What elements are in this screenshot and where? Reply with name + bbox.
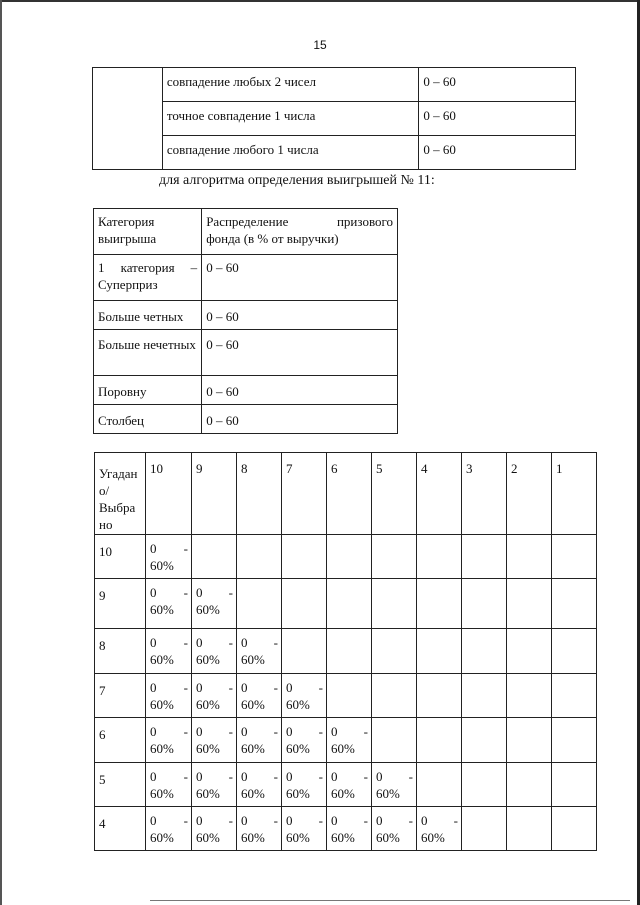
matrix-row-header: 7 (95, 674, 146, 718)
matrix-cell-empty (462, 579, 507, 629)
table-row (93, 136, 576, 170)
corner-line: но (99, 517, 113, 532)
cell-value-dash: - (183, 769, 188, 784)
matrix-cell-empty (327, 535, 372, 579)
matrix-cell-empty (507, 718, 552, 763)
cell-value-dash: - (363, 813, 368, 828)
matrix-row-header: 10 (95, 535, 146, 579)
matrix-cell-empty (417, 674, 462, 718)
matrix-cell-empty (327, 674, 372, 718)
matrix-cell-percent (282, 718, 327, 763)
matrix-cell-percent (192, 674, 237, 718)
matrix-cell-empty (237, 535, 282, 579)
cell-value-percent: 60% (286, 786, 310, 801)
cell-value-percent: 60% (196, 830, 220, 845)
matrix-cell-empty (417, 579, 462, 629)
matrix-column-header: 2 (507, 453, 552, 535)
section-intro-text: для алгоритма определения выигрышей № 11: (159, 173, 435, 188)
cell-value-percent: 60% (196, 602, 220, 617)
cell-value-percent: 60% (241, 830, 265, 845)
matrix-cell-percent (146, 629, 192, 674)
cell-value-dash: - (408, 813, 413, 828)
table-header-row (94, 209, 398, 255)
matrix-cell-empty (372, 579, 417, 629)
page-number: 15 (313, 38, 327, 52)
cell-value-zero: 0 (241, 680, 248, 695)
matrix-row (95, 579, 597, 629)
matrix-cell-empty (462, 807, 507, 851)
cell-value-zero: 0 (196, 635, 203, 650)
cell-value-zero: 0 (331, 724, 338, 739)
cell-value-dash: - (318, 724, 323, 739)
matrix-cell-empty (462, 674, 507, 718)
category-word: категория (120, 260, 175, 275)
matrix-cell-empty (552, 718, 597, 763)
matrix-cell-percent (327, 807, 372, 851)
matrix-row-header: 9 (95, 579, 146, 629)
cell-value-zero: 0 (150, 769, 157, 784)
matrix-row-header: 8 (95, 629, 146, 674)
table-row (94, 255, 398, 301)
matrix-cell-empty (237, 579, 282, 629)
matrix-cell-percent (192, 807, 237, 851)
cell-value-percent: 60% (241, 697, 265, 712)
matrix-cell-percent (327, 718, 372, 763)
table-cell-value: 0 – 60 (202, 330, 398, 376)
cell-value-zero: 0 (241, 635, 248, 650)
header-distribution-word2: призового (336, 214, 393, 229)
matrix-column-header: 6 (327, 453, 372, 535)
cell-value-zero: 0 (286, 769, 293, 784)
cell-value-percent: 60% (150, 652, 174, 667)
header-distribution-word1: Распределение (206, 214, 289, 229)
cell-value-dash: - (228, 585, 233, 600)
cell-value-zero: 0 (196, 813, 203, 828)
matrix-row (95, 718, 597, 763)
matrix-cell-empty (282, 535, 327, 579)
header-distribution (202, 209, 398, 255)
matrix-row (95, 763, 597, 807)
matrix-cell-empty (507, 763, 552, 807)
cell-value-dash: - (273, 724, 278, 739)
cell-value-dash: - (183, 813, 188, 828)
cell-value-dash: - (183, 585, 188, 600)
cell-value-dash: - (228, 724, 233, 739)
table-cell-value: 0 – 60 (202, 301, 398, 330)
table-cell-label: совпадение любого 1 числа (162, 136, 419, 170)
table-cell-label: Больше четных (94, 301, 202, 330)
matrix-cell-empty (507, 579, 552, 629)
cell-value-zero: 0 (196, 769, 203, 784)
cell-value-percent: 60% (150, 697, 174, 712)
cell-value-zero: 0 (150, 813, 157, 828)
matrix-cell-empty (462, 535, 507, 579)
matrix-column-header: 5 (372, 453, 417, 535)
table-row (93, 68, 576, 102)
table-cell-value: 0 – 60 (202, 255, 398, 301)
matrix-cell-empty (552, 629, 597, 674)
cell-value-dash: - (318, 680, 323, 695)
matrix-cell-percent (237, 718, 282, 763)
matrix-cell-empty (507, 629, 552, 674)
matrix-cell-empty (372, 674, 417, 718)
table-row (94, 376, 398, 405)
matrix-cell-percent (237, 763, 282, 807)
matrix-cell-percent (146, 674, 192, 718)
category-number: 1 (98, 260, 105, 275)
matrix-cell-empty (282, 579, 327, 629)
table-cell-value: 0 – 60 (202, 376, 398, 405)
cell-value-dash: - (408, 769, 413, 784)
matrix-cell-empty (372, 718, 417, 763)
matrix-cell-empty (327, 579, 372, 629)
matrix-cell-percent (192, 629, 237, 674)
cell-value-dash: - (273, 813, 278, 828)
cell-value-zero: 0 (376, 813, 383, 828)
cell-value-dash: - (183, 680, 188, 695)
cell-value-zero: 0 (286, 724, 293, 739)
cell-value-zero: 0 (150, 724, 157, 739)
cell-value-percent: 60% (150, 786, 174, 801)
cell-value-percent: 60% (150, 741, 174, 756)
cell-value-percent: 60% (376, 830, 400, 845)
cell-value-zero: 0 (331, 769, 338, 784)
category-superprize-name: Суперприз (98, 277, 158, 292)
matrix-cell-percent (372, 807, 417, 851)
cell-value-percent: 60% (331, 786, 355, 801)
scan-edge-bottom (150, 900, 630, 901)
matrix-cell-percent (146, 807, 192, 851)
category-superprize-cell (94, 255, 202, 301)
matrix-cell-empty (417, 629, 462, 674)
cell-value-dash: - (183, 635, 188, 650)
cell-value-percent: 60% (241, 786, 265, 801)
cell-value-percent: 60% (196, 786, 220, 801)
matrix-cell-empty (552, 807, 597, 851)
table-row (94, 301, 398, 330)
matrix-cell-percent (237, 629, 282, 674)
cell-value-dash: - (228, 769, 233, 784)
empty-merged-cell (93, 68, 163, 170)
cell-value-percent: 60% (150, 830, 174, 845)
matrix-cell-empty (552, 535, 597, 579)
cell-value-dash: - (363, 769, 368, 784)
matrix-row (95, 674, 597, 718)
cell-value-percent: 60% (241, 652, 265, 667)
matrix-cell-empty (507, 674, 552, 718)
cell-value-zero: 0 (241, 724, 248, 739)
cell-value-zero: 0 (196, 724, 203, 739)
matrix-cell-percent (146, 763, 192, 807)
matrix-cell-empty (462, 718, 507, 763)
matrix-cell-percent (192, 763, 237, 807)
cell-value-dash: - (228, 813, 233, 828)
cell-value-zero: 0 (331, 813, 338, 828)
matrix-cell-empty (327, 629, 372, 674)
table-cell-value: 0 – 60 (419, 68, 576, 102)
matrix-column-header: 3 (462, 453, 507, 535)
matrix-header-row (95, 453, 597, 535)
matrix-cell-empty (282, 629, 327, 674)
matrix-cell-percent (146, 579, 192, 629)
cell-value-dash: - (273, 680, 278, 695)
table-cell-value: 0 – 60 (419, 102, 576, 136)
cell-value-zero: 0 (150, 635, 157, 650)
cell-value-dash: - (273, 769, 278, 784)
cell-value-percent: 60% (286, 697, 310, 712)
cell-value-dash: - (363, 724, 368, 739)
matrix-cell-percent (282, 807, 327, 851)
cell-value-percent: 60% (376, 786, 400, 801)
cell-value-percent: 60% (421, 830, 445, 845)
cell-value-percent: 60% (196, 652, 220, 667)
table-cell-label: совпадение любых 2 чисел (162, 68, 419, 102)
category-dash: – (190, 260, 198, 275)
matrix-cell-percent (282, 674, 327, 718)
cell-value-percent: 60% (241, 741, 265, 756)
cell-value-percent: 60% (286, 741, 310, 756)
matrix-row (95, 807, 597, 851)
guessed-selected-matrix (94, 452, 597, 851)
matrix-cell-percent (282, 763, 327, 807)
cell-value-zero: 0 (376, 769, 383, 784)
cell-value-dash: - (273, 635, 278, 650)
corner-line: Угадан (99, 466, 138, 481)
matrix-cell-empty (417, 718, 462, 763)
matrix-column-header: 8 (237, 453, 282, 535)
matrix-cell-empty (507, 535, 552, 579)
cell-value-zero: 0 (241, 813, 248, 828)
matrix-cell-empty (372, 629, 417, 674)
cell-value-percent: 60% (331, 741, 355, 756)
header-distribution-line2: фонда (в % от выручки) (206, 231, 339, 246)
matrix-row-header: 5 (95, 763, 146, 807)
cell-value-percent: 60% (150, 602, 174, 617)
cell-value-percent: 60% (196, 697, 220, 712)
cell-value-dash: - (318, 769, 323, 784)
corner-line: о/ (99, 483, 110, 498)
matrix-cell-percent (146, 718, 192, 763)
cell-value-zero: 0 (421, 813, 428, 828)
prize-category-table (93, 208, 398, 434)
matrix-corner-header (95, 453, 146, 535)
matrix-cell-percent (327, 763, 372, 807)
prize-table-continuation (92, 67, 576, 170)
matrix-cell-empty (462, 763, 507, 807)
table-cell-label: точное совпадение 1 числа (162, 102, 419, 136)
cell-value-dash: - (228, 680, 233, 695)
header-category: Категория выигрыша (94, 209, 202, 255)
matrix-cell-percent (192, 579, 237, 629)
cell-value-dash: - (228, 635, 233, 650)
matrix-cell-empty (552, 674, 597, 718)
table-cell-label: Столбец (94, 405, 202, 434)
matrix-column-header: 10 (146, 453, 192, 535)
matrix-cell-percent (146, 535, 192, 579)
cell-value-dash: - (453, 813, 458, 828)
table-row (93, 102, 576, 136)
matrix-cell-empty (552, 579, 597, 629)
cell-value-zero: 0 (150, 680, 157, 695)
table-row (94, 405, 398, 434)
scan-edge-top (0, 0, 640, 2)
table-cell-value: 0 – 60 (419, 136, 576, 170)
matrix-cell-percent (237, 674, 282, 718)
cell-value-percent: 60% (150, 558, 174, 573)
cell-value-dash: - (183, 541, 188, 556)
cell-value-zero: 0 (150, 585, 157, 600)
matrix-column-header: 4 (417, 453, 462, 535)
cell-value-zero: 0 (241, 769, 248, 784)
cell-value-percent: 60% (331, 830, 355, 845)
matrix-cell-percent (192, 718, 237, 763)
table-cell-label: Больше нечетных (94, 330, 202, 376)
cell-value-dash: - (183, 724, 188, 739)
cell-value-percent: 60% (196, 741, 220, 756)
table-cell-value: 0 – 60 (202, 405, 398, 434)
cell-value-dash: - (318, 813, 323, 828)
matrix-cell-empty (462, 629, 507, 674)
scan-edge-left (0, 0, 2, 905)
matrix-column-header: 9 (192, 453, 237, 535)
cell-value-percent: 60% (286, 830, 310, 845)
matrix-cell-empty (507, 807, 552, 851)
table-cell-label: Поровну (94, 376, 202, 405)
corner-line: Выбра (99, 500, 136, 515)
matrix-cell-percent (372, 763, 417, 807)
cell-value-zero: 0 (286, 813, 293, 828)
matrix-cell-empty (417, 763, 462, 807)
matrix-cell-empty (552, 763, 597, 807)
matrix-cell-empty (192, 535, 237, 579)
cell-value-zero: 0 (286, 680, 293, 695)
cell-value-zero: 0 (196, 585, 203, 600)
matrix-row-header: 6 (95, 718, 146, 763)
matrix-row (95, 629, 597, 674)
matrix-column-header: 1 (552, 453, 597, 535)
matrix-row (95, 535, 597, 579)
matrix-cell-empty (417, 535, 462, 579)
matrix-cell-percent (417, 807, 462, 851)
matrix-cell-percent (237, 807, 282, 851)
matrix-cell-empty (372, 535, 417, 579)
matrix-row-header: 4 (95, 807, 146, 851)
cell-value-zero: 0 (196, 680, 203, 695)
cell-value-zero: 0 (150, 541, 157, 556)
table-row (94, 330, 398, 376)
matrix-column-header: 7 (282, 453, 327, 535)
